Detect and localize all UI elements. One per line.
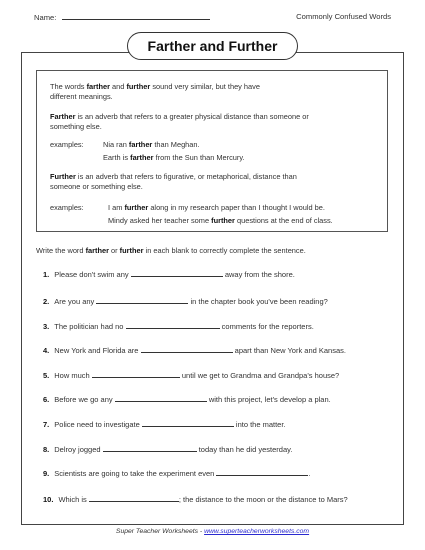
question-3: 3. The politician had no comments for the reporters. (43, 322, 314, 331)
page-title: Farther and Further (127, 32, 298, 60)
question-5: 5. How much until we get to Grandma and Grandpa's house? (43, 371, 340, 380)
question-7: 7. Police need to investigate into the matter. (43, 420, 286, 429)
further-example-1: I am further along in my research paper than I thought I would be. (108, 203, 325, 212)
answer-blank-9[interactable] (216, 469, 308, 476)
answer-blank-2[interactable] (96, 297, 188, 304)
footer-link[interactable]: www.superteacherworksheets.com (204, 528, 310, 535)
name-field (34, 12, 210, 22)
subject-label: Commonly Confused Words (296, 12, 391, 21)
question-1: 1. Please don't swim any away from the shore. (43, 270, 295, 279)
answer-blank-8[interactable] (103, 445, 197, 452)
answer-blank-5[interactable] (92, 371, 180, 378)
question-9: 9. Scientists are going to take the experiment even . (43, 469, 311, 478)
further-examples-label: examples: (50, 203, 84, 212)
answer-blank-3[interactable] (126, 322, 220, 329)
question-2: 2. Are you any in the chapter book you've been reading? (43, 297, 328, 306)
answer-blank-10[interactable] (89, 495, 179, 502)
name-blank[interactable] (62, 12, 210, 20)
question-4: 4. New York and Florida are apart than New York and Kansas. (43, 346, 346, 355)
answer-blank-7[interactable] (142, 420, 234, 427)
farther-example-1: Nia ran farther than Meghan. (103, 140, 200, 149)
name-label: Name: (34, 13, 57, 22)
question-6: 6. Before we go any with this project, let's develop a plan. (43, 395, 331, 404)
answer-blank-1[interactable] (131, 270, 223, 277)
footer: Super Teacher Worksheets - www.superteacherworksheets.com (115, 528, 310, 535)
farther-definition: Farther is an adverb that refers to a greater physical distance than someone or something else. (50, 112, 309, 131)
question-10: 10. Which is ; the distance to the moon or the distance to Mars? (43, 495, 348, 504)
further-definition: Further is an adverb that refers to figurative, or metaphorical, distance than someone or something else. (50, 172, 297, 191)
farther-examples-label: examples: (50, 140, 84, 149)
instructions: Write the word farther or further in each blank to correctly complete the sentence. (36, 246, 306, 255)
farther-example-2: Earth is farther from the Sun than Mercury. (103, 153, 245, 162)
intro-text: The words farther and further sound very similar, but they have different meanings. (50, 82, 260, 101)
further-example-2: Mindy asked her teacher some further questions at the end of class. (108, 216, 333, 225)
answer-blank-4[interactable] (141, 346, 233, 353)
answer-blank-6[interactable] (115, 395, 207, 402)
question-8: 8. Delroy jogged today than he did yesterday. (43, 445, 293, 454)
